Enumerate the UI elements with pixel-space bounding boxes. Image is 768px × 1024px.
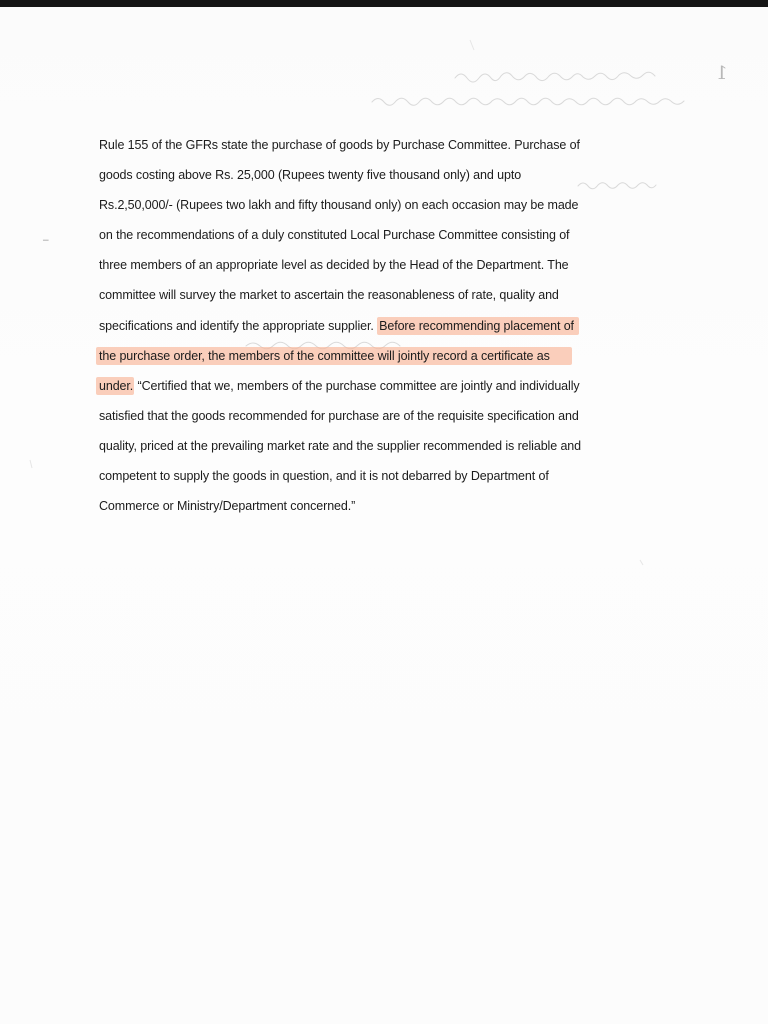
line-text: competent to supply the goods in question, and it is not debarred by Department of <box>99 469 549 484</box>
text-line <box>99 401 619 431</box>
body-paragraph <box>99 130 619 521</box>
text-line <box>99 250 619 280</box>
text-line <box>99 160 619 190</box>
text-line <box>99 280 619 310</box>
line-text: Rule 155 of the GFRs state the purchase of goods by Purchase Committee. Purchase of <box>99 138 580 152</box>
text-line <box>99 461 619 491</box>
line-text: goods costing above Rs. 25,000 (Rupees twenty five thousand only) and upto <box>99 168 522 183</box>
line-text: committee will survey the market to ascertain the reasonableness of rate, quality and <box>99 288 559 303</box>
text-line <box>99 190 619 220</box>
highlighted-text: under. <box>96 377 134 395</box>
text-line <box>99 371 619 401</box>
corner-page-number: 1 <box>716 63 728 84</box>
margin-mark: − <box>42 236 50 246</box>
line-text: specifications and identify the appropriate supplier. <box>99 318 378 333</box>
line-text: satisfied that the goods recommended for purchase are of the requisite specification and <box>99 408 579 423</box>
scan-top-edge <box>0 0 768 7</box>
highlighted-text: the purchase order, the members of the committee will jointly record a certificate as <box>96 347 572 365</box>
line-text: Commerce or Ministry/Department concerned.” <box>99 499 356 514</box>
line-text: quality, priced at the prevailing market rate and the supplier recommended is reliable and <box>99 438 582 453</box>
text-line <box>99 491 619 521</box>
text-line <box>99 431 619 461</box>
line-text: three members of an appropriate level as decided by the Head of the Department. The <box>99 258 569 273</box>
text-line <box>99 220 619 250</box>
highlighted-text: Before recommending placement of <box>377 317 579 335</box>
line-text: Rs.2,50,000/- (Rupees two lakh and fifty thousand only) on each occasion may be made <box>99 198 579 213</box>
text-line <box>99 311 619 341</box>
text-line <box>99 341 619 371</box>
text-line <box>99 130 619 160</box>
line-text: on the recommendations of a duly constituted Local Purchase Committee consisting of <box>99 228 570 243</box>
line-text: “Certified that we, members of the purchase committee are jointly and individually <box>134 378 580 393</box>
